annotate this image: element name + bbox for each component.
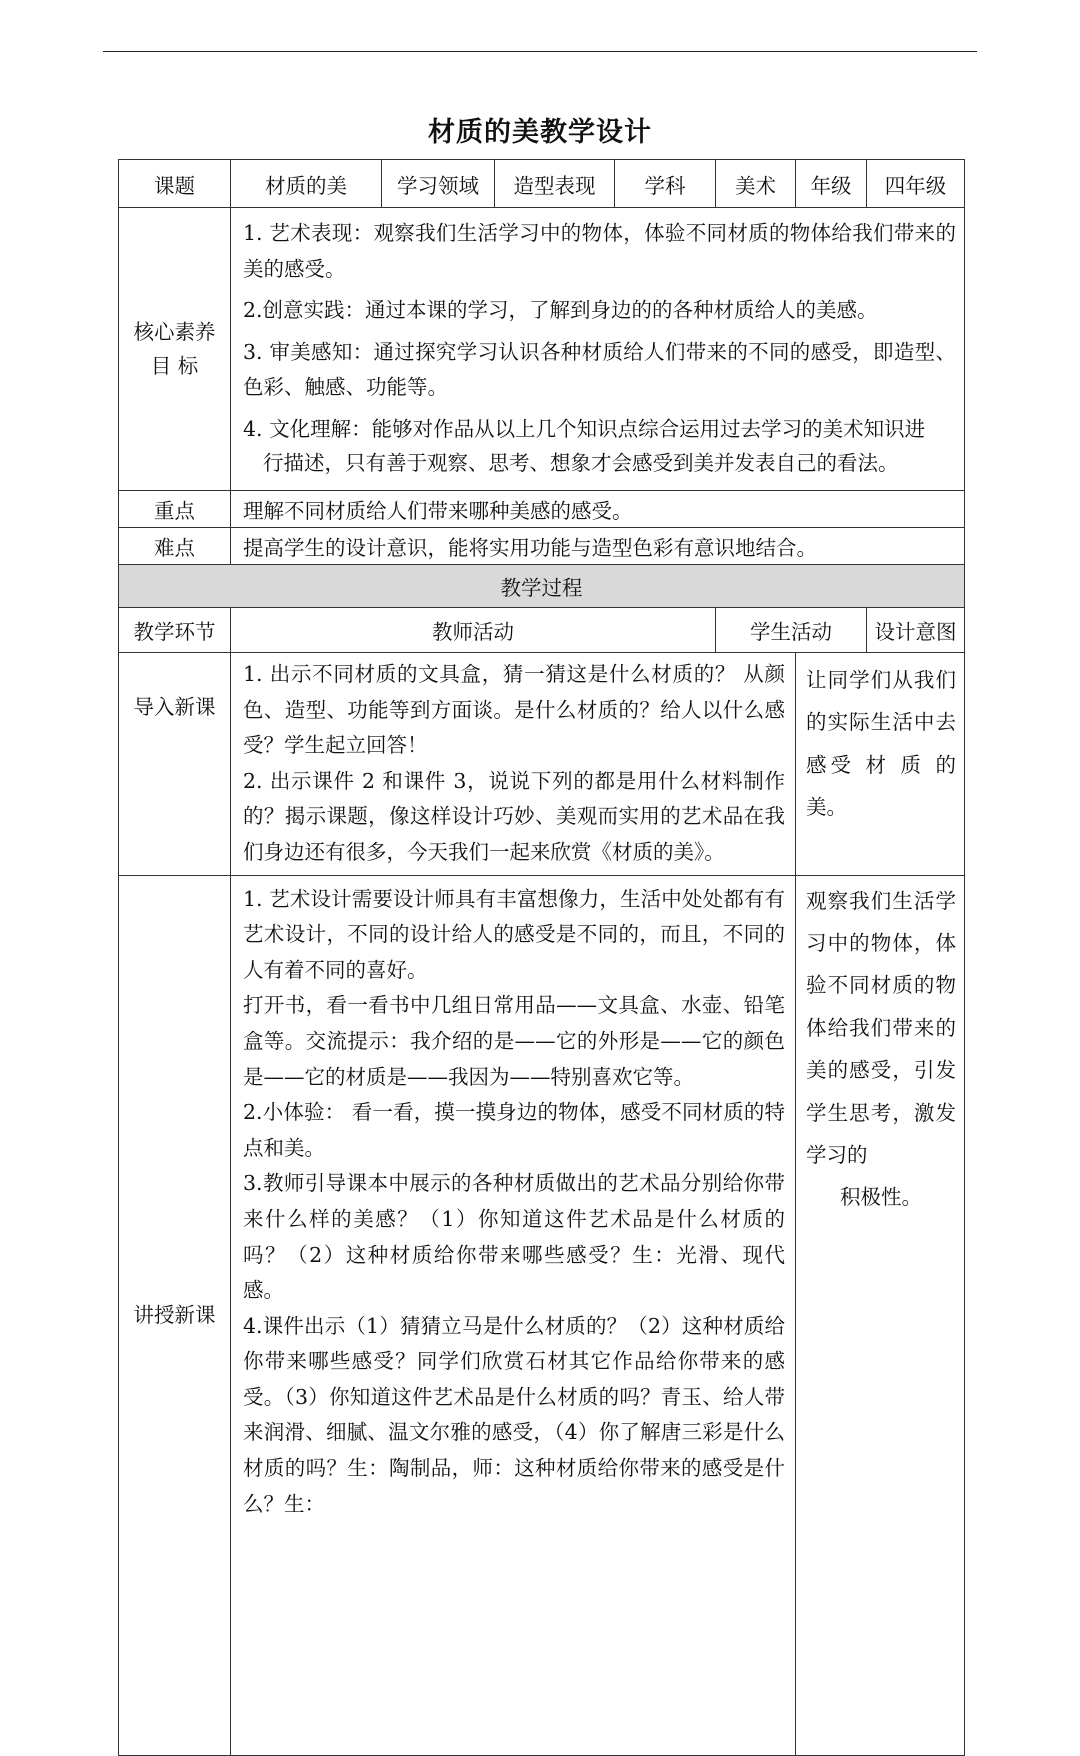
field-label: 学习领域: [382, 160, 495, 208]
subject-label: 学科: [615, 160, 716, 208]
subject-value: 美术: [716, 160, 796, 208]
topic-label: 课题: [119, 160, 231, 208]
goal-item: 1. 艺术表现：观察我们生活学习中的物体，体验不同材质的物体给我们带来的美的感受。: [243, 221, 956, 281]
topic-value: 材质的美: [231, 160, 382, 208]
document-title: 材质的美教学设计: [428, 117, 652, 148]
goals-content: [231, 208, 965, 491]
header-teacher: 教师活动: [231, 608, 716, 653]
process-row-intro: [119, 653, 965, 876]
difficulty-label: 难点: [119, 528, 231, 565]
goal-item: 行描述，只有善于观察、思考、想象才会感受到美并发表自己的看法。: [263, 450, 899, 475]
process-section-title: 教学过程: [119, 565, 965, 608]
teacher-activity-intro: [231, 653, 796, 876]
header-rule: [103, 51, 977, 52]
key-point-text: 理解不同材质给人们带来哪种美感的感受。: [231, 491, 965, 528]
goal-item: 4. 文化理解：能够对作品从以上几个知识点综合运用过去学习的美术知识进: [243, 416, 926, 441]
lesson-plan-table: [118, 159, 965, 1756]
teacher-step: 打开书，看一看书中几组日常用品——文具盒、水壶、铅笔盒等。交流提示：我介绍的是——它的外形是——它的颜色是——它的材质是——我因为——特别喜欢它等。: [243, 993, 785, 1089]
goals-row: [119, 208, 965, 491]
process-row-teaching: [119, 875, 965, 1755]
teacher-activity-teaching: [231, 875, 796, 1755]
stage-teaching: 讲授新课: [119, 875, 231, 1755]
teacher-step: 4.课件出示（1）猜猜立马是什么材质的？（2）这种材质给你带来哪些感受？同学们欣赏石材其它作品给你带来的感受。（3）你知道这件艺术品是什么材质的吗？青玉、给人带来润滑、细腻、温文尔雅的感受，（4）你了解唐三彩是什么材质的吗？生：陶制品，师：这种材质给你带来的感受是什么？生：: [243, 1313, 785, 1516]
key-point-row: [119, 491, 965, 528]
process-header-row: [119, 608, 965, 653]
goal-item: 2.创意实践：通过本课的学习，了解到身边的的各种材质给人的美感。: [243, 298, 878, 323]
process-title-row: [119, 565, 965, 608]
intent-text: 观察我们生活学习中的物体，体验不同材质的物体给我们带来的美的感受，引发学生思考，激发学习的: [806, 888, 956, 1167]
info-row: [119, 160, 965, 208]
intent-intro: 让同学们从我们的实际生活中去感受 材 质 的美。: [796, 653, 965, 876]
difficulty-row: [119, 528, 965, 565]
header-intent: 设计意图: [867, 608, 965, 653]
field-value: 造型表现: [495, 160, 615, 208]
header-student: 学生活动: [716, 608, 867, 653]
teacher-step: 1. 艺术设计需要设计师具有丰富想像力，生活中处处都有有艺术设计，不同的设计给人的感受是不同的，而且，不同的人有着不同的喜好。: [243, 886, 785, 982]
intent-teaching: [796, 875, 965, 1755]
intent-text-end: 积极性。: [840, 1185, 922, 1210]
difficulty-text: 提高学生的设计意识，能将实用功能与造型色彩有意识地结合。: [231, 528, 965, 565]
grade-label: 年级: [796, 160, 867, 208]
grade-value: 四年级: [867, 160, 965, 208]
goal-item: 3. 审美感知：通过探究学习认识各种材质给人们带来的不同的感受，即造型、色彩、触感、功能等。: [243, 339, 956, 400]
teacher-step: 2.小体验： 看一看，摸一摸身边的物体，感受不同材质的特点和美。: [243, 1100, 785, 1160]
header-stage: 教学环节: [119, 608, 231, 653]
teacher-step: 2. 出示课件 2 和课件 3，说说下列的都是用什么材料制作的？揭示课题，像这样设计巧妙、美观而实用的艺术品在我们身边还有很多，今天我们一起来欣赏《材质的美》。: [243, 768, 785, 864]
stage-intro: 导入新课: [119, 653, 231, 876]
teacher-step: 1. 出示不同材质的文具盒，猜一猜这是什么材质的？ 从颜色、造型、功能等到方面谈。是什么材质的？给人以什么感受？学生起立回答！: [243, 662, 785, 758]
teacher-step: 3.教师引导课本中展示的各种材质做出的艺术品分别给你带来什么样的美感？（1）你知道这件艺术品是什么材质的吗？（2）这种材质给你带来哪些感受？生：光滑、现代感。: [243, 1171, 785, 1303]
goals-label: 核心素养 目 标: [119, 208, 231, 491]
key-point-label: 重点: [119, 491, 231, 528]
